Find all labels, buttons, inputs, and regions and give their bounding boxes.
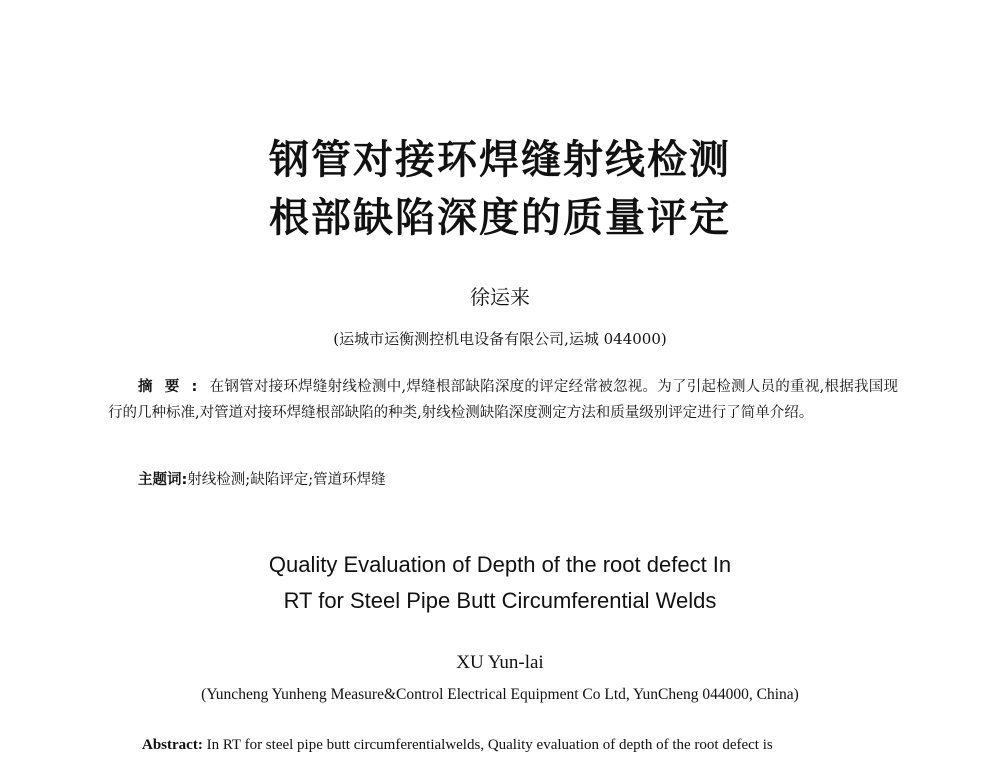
abstract-en-label: Abstract: xyxy=(142,737,203,753)
title-en-line-2: RT for Steel Pipe Butt Circumferential Welds xyxy=(283,588,717,613)
affiliation-cn: (运城市运衡测控机电设备有限公司,运城 044000) xyxy=(333,330,667,348)
abstract-cn-label: 摘要: xyxy=(138,379,210,395)
keywords-cn-label: 主题词: xyxy=(138,472,188,488)
affiliation-en: (Yuncheng Yunheng Measure&Control Electrical Equipment Co Ltd, YunCheng 044000, China) xyxy=(201,686,799,703)
author-cn: 徐运来 xyxy=(470,285,530,309)
abstract-en xyxy=(142,734,902,756)
title-cn-line-2: 根部缺陷深度的质量评定 xyxy=(269,195,731,241)
keywords-cn xyxy=(138,468,898,492)
abstract-cn-text: 在钢管对接环焊缝射线检测中,焊缝根部缺陷深度的评定经常被忽视。为了引起检测人员的重视,根据我国现行的几种标准,对管道对接环焊缝根部缺陷的种类,射线检测缺陷深度测定方法和质量级别评定进行了简单介绍。 xyxy=(108,379,898,421)
abstract-cn xyxy=(108,374,898,426)
abstract-en-text: In RT for steel pipe butt circumferentialwelds, Quality evaluation of depth of the root defect is xyxy=(206,737,773,753)
title-cn-line-1: 钢管对接环焊缝射线检测 xyxy=(269,137,731,183)
keywords-cn-text: 射线检测;缺陷评定;管道环焊缝 xyxy=(187,472,386,488)
author-en: XU Yun-lai xyxy=(456,652,544,673)
title-en-line-1: Quality Evaluation of Depth of the root defect In xyxy=(268,552,732,577)
